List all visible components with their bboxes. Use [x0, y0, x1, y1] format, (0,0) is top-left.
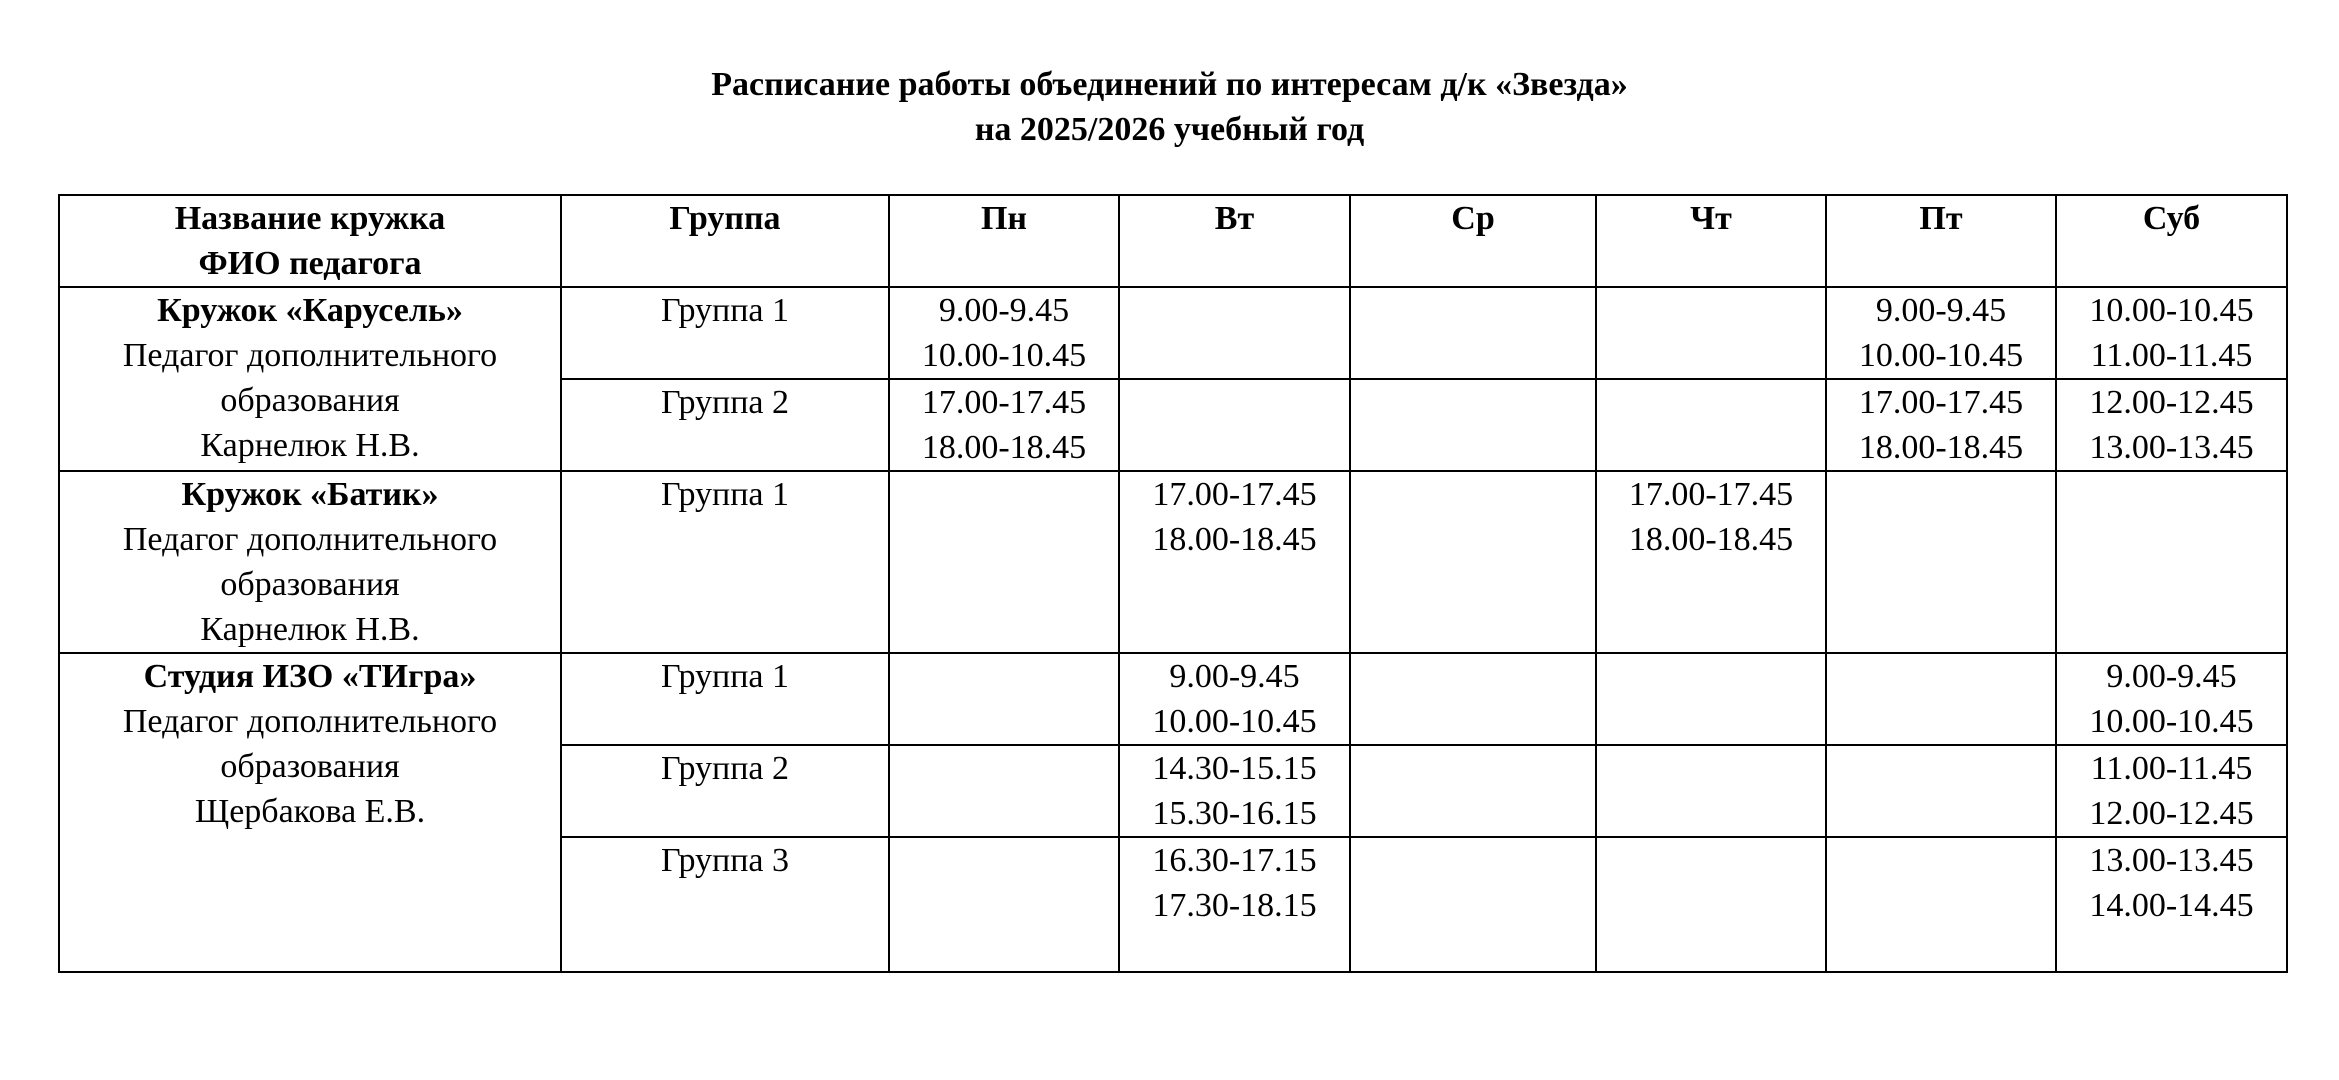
- time-slot: 13.00-13.45: [2089, 429, 2254, 466]
- club-name: Студия ИЗО «ТИгра»: [143, 658, 477, 695]
- time-slot: 15.30-16.15: [1152, 795, 1317, 832]
- header-tue: Вт: [1119, 195, 1350, 287]
- thu-cell: [1596, 287, 1826, 379]
- time-slot: 17.30-18.15: [1152, 887, 1317, 924]
- time-slot: 10.00-10.45: [1152, 703, 1317, 740]
- sat-cell: [2056, 653, 2287, 745]
- time-slot: 18.00-18.45: [1152, 521, 1317, 558]
- header-club-line-2: ФИО педагога: [198, 245, 422, 282]
- time-slot: 18.00-18.45: [921, 429, 1087, 466]
- mon-cell: [889, 837, 1119, 972]
- time-slot: 16.30-17.15: [1152, 842, 1317, 879]
- thu-cell: [1596, 837, 1826, 972]
- time-slot: 18.00-18.45: [1628, 521, 1794, 558]
- sat-cell: [2056, 287, 2287, 379]
- tue-cell: [1119, 471, 1350, 653]
- group-cell: Группа 3: [561, 837, 889, 972]
- mon-cell: [889, 287, 1119, 379]
- teacher-role-line-1: Педагог дополнительного: [122, 521, 498, 558]
- wed-cell: [1350, 745, 1596, 837]
- tue-cell: [1119, 379, 1350, 471]
- sat-cell: [2056, 745, 2287, 837]
- title-line-1: Расписание работы объединений по интересам д/к «Звезда»: [711, 66, 1628, 103]
- tue-cell: [1119, 837, 1350, 972]
- teacher-name: Карнелюк Н.В.: [200, 427, 420, 464]
- time-slot: 18.00-18.45: [1858, 429, 2024, 466]
- tue-cell: [1119, 653, 1350, 745]
- header-sat: Суб: [2056, 195, 2287, 287]
- schedule-table: [58, 194, 2288, 973]
- club-cell: [59, 471, 561, 653]
- group-cell: Группа 2: [561, 745, 889, 837]
- time-slot: 10.00-10.45: [921, 337, 1087, 374]
- fri-cell: [1826, 379, 2056, 471]
- teacher-name: Карнелюк Н.В.: [200, 611, 420, 648]
- time-slot: 9.00-9.45: [1875, 292, 2007, 329]
- wed-cell: [1350, 653, 1596, 745]
- header-row: [59, 195, 2287, 287]
- time-slot: 17.00-17.45: [1858, 384, 2024, 421]
- fri-cell: [1826, 837, 2056, 972]
- schedule-body: [59, 287, 2287, 972]
- thu-cell: [1596, 745, 1826, 837]
- club-name: Кружок «Карусель»: [157, 292, 463, 329]
- tue-cell: [1119, 287, 1350, 379]
- time-slot: 17.00-17.45: [921, 384, 1087, 421]
- club-cell: [59, 653, 561, 972]
- header-wed: Ср: [1350, 195, 1596, 287]
- time-slot: 12.00-12.45: [2089, 795, 2254, 832]
- group-cell: Группа 1: [561, 287, 889, 379]
- teacher-role-line-2: образования: [220, 382, 400, 419]
- sat-cell: [2056, 379, 2287, 471]
- time-slot: 17.00-17.45: [1628, 476, 1794, 513]
- thu-cell: [1596, 379, 1826, 471]
- tue-cell: [1119, 745, 1350, 837]
- time-slot: 9.00-9.45: [938, 292, 1070, 329]
- group-cell: Группа 1: [561, 471, 889, 653]
- thu-cell: [1596, 471, 1826, 653]
- time-slot: 11.00-11.45: [2090, 337, 2253, 374]
- time-slot: 12.00-12.45: [2089, 384, 2254, 421]
- wed-cell: [1350, 379, 1596, 471]
- teacher-name: Щербакова Е.В.: [194, 793, 426, 830]
- header-mon: Пн: [889, 195, 1119, 287]
- mon-cell: [889, 745, 1119, 837]
- club-cell: [59, 287, 561, 471]
- document-title: [0, 62, 2339, 152]
- table-row: [59, 471, 2287, 653]
- wed-cell: [1350, 837, 1596, 972]
- time-slot: 13.00-13.45: [2089, 842, 2254, 879]
- club-name: Кружок «Батик»: [181, 476, 439, 513]
- time-slot: 14.30-15.15: [1152, 750, 1317, 787]
- time-slot: 10.00-10.45: [1858, 337, 2024, 374]
- table-row: [59, 653, 2287, 745]
- title-line-2: на 2025/2026 учебный год: [974, 111, 1365, 148]
- time-slot: 10.00-10.45: [2089, 292, 2254, 329]
- mon-cell: [889, 471, 1119, 653]
- time-slot: 14.00-14.45: [2089, 887, 2254, 924]
- time-slot: 9.00-9.45: [2106, 658, 2237, 695]
- sat-cell: [2056, 471, 2287, 653]
- thu-cell: [1596, 653, 1826, 745]
- mon-cell: [889, 379, 1119, 471]
- sat-cell: [2056, 837, 2287, 972]
- teacher-role-line-1: Педагог дополнительного: [122, 703, 498, 740]
- fri-cell: [1826, 745, 2056, 837]
- wed-cell: [1350, 471, 1596, 653]
- teacher-role-line-1: Педагог дополнительного: [122, 337, 498, 374]
- time-slot: 9.00-9.45: [1169, 658, 1300, 695]
- time-slot: 11.00-11.45: [2090, 750, 2253, 787]
- mon-cell: [889, 653, 1119, 745]
- table-row: [59, 287, 2287, 379]
- header-fri: Пт: [1826, 195, 2056, 287]
- group-cell: Группа 2: [561, 379, 889, 471]
- fri-cell: [1826, 287, 2056, 379]
- teacher-role-line-2: образования: [220, 566, 400, 603]
- wed-cell: [1350, 287, 1596, 379]
- fri-cell: [1826, 471, 2056, 653]
- header-group: Группа: [561, 195, 889, 287]
- time-slot: 10.00-10.45: [2089, 703, 2254, 740]
- fri-cell: [1826, 653, 2056, 745]
- header-thu: Чт: [1596, 195, 1826, 287]
- group-cell: Группа 1: [561, 653, 889, 745]
- header-club: [59, 195, 561, 287]
- header-club-line-1: Название кружка: [174, 200, 446, 237]
- teacher-role-line-2: образования: [220, 748, 400, 785]
- time-slot: 17.00-17.45: [1152, 476, 1317, 513]
